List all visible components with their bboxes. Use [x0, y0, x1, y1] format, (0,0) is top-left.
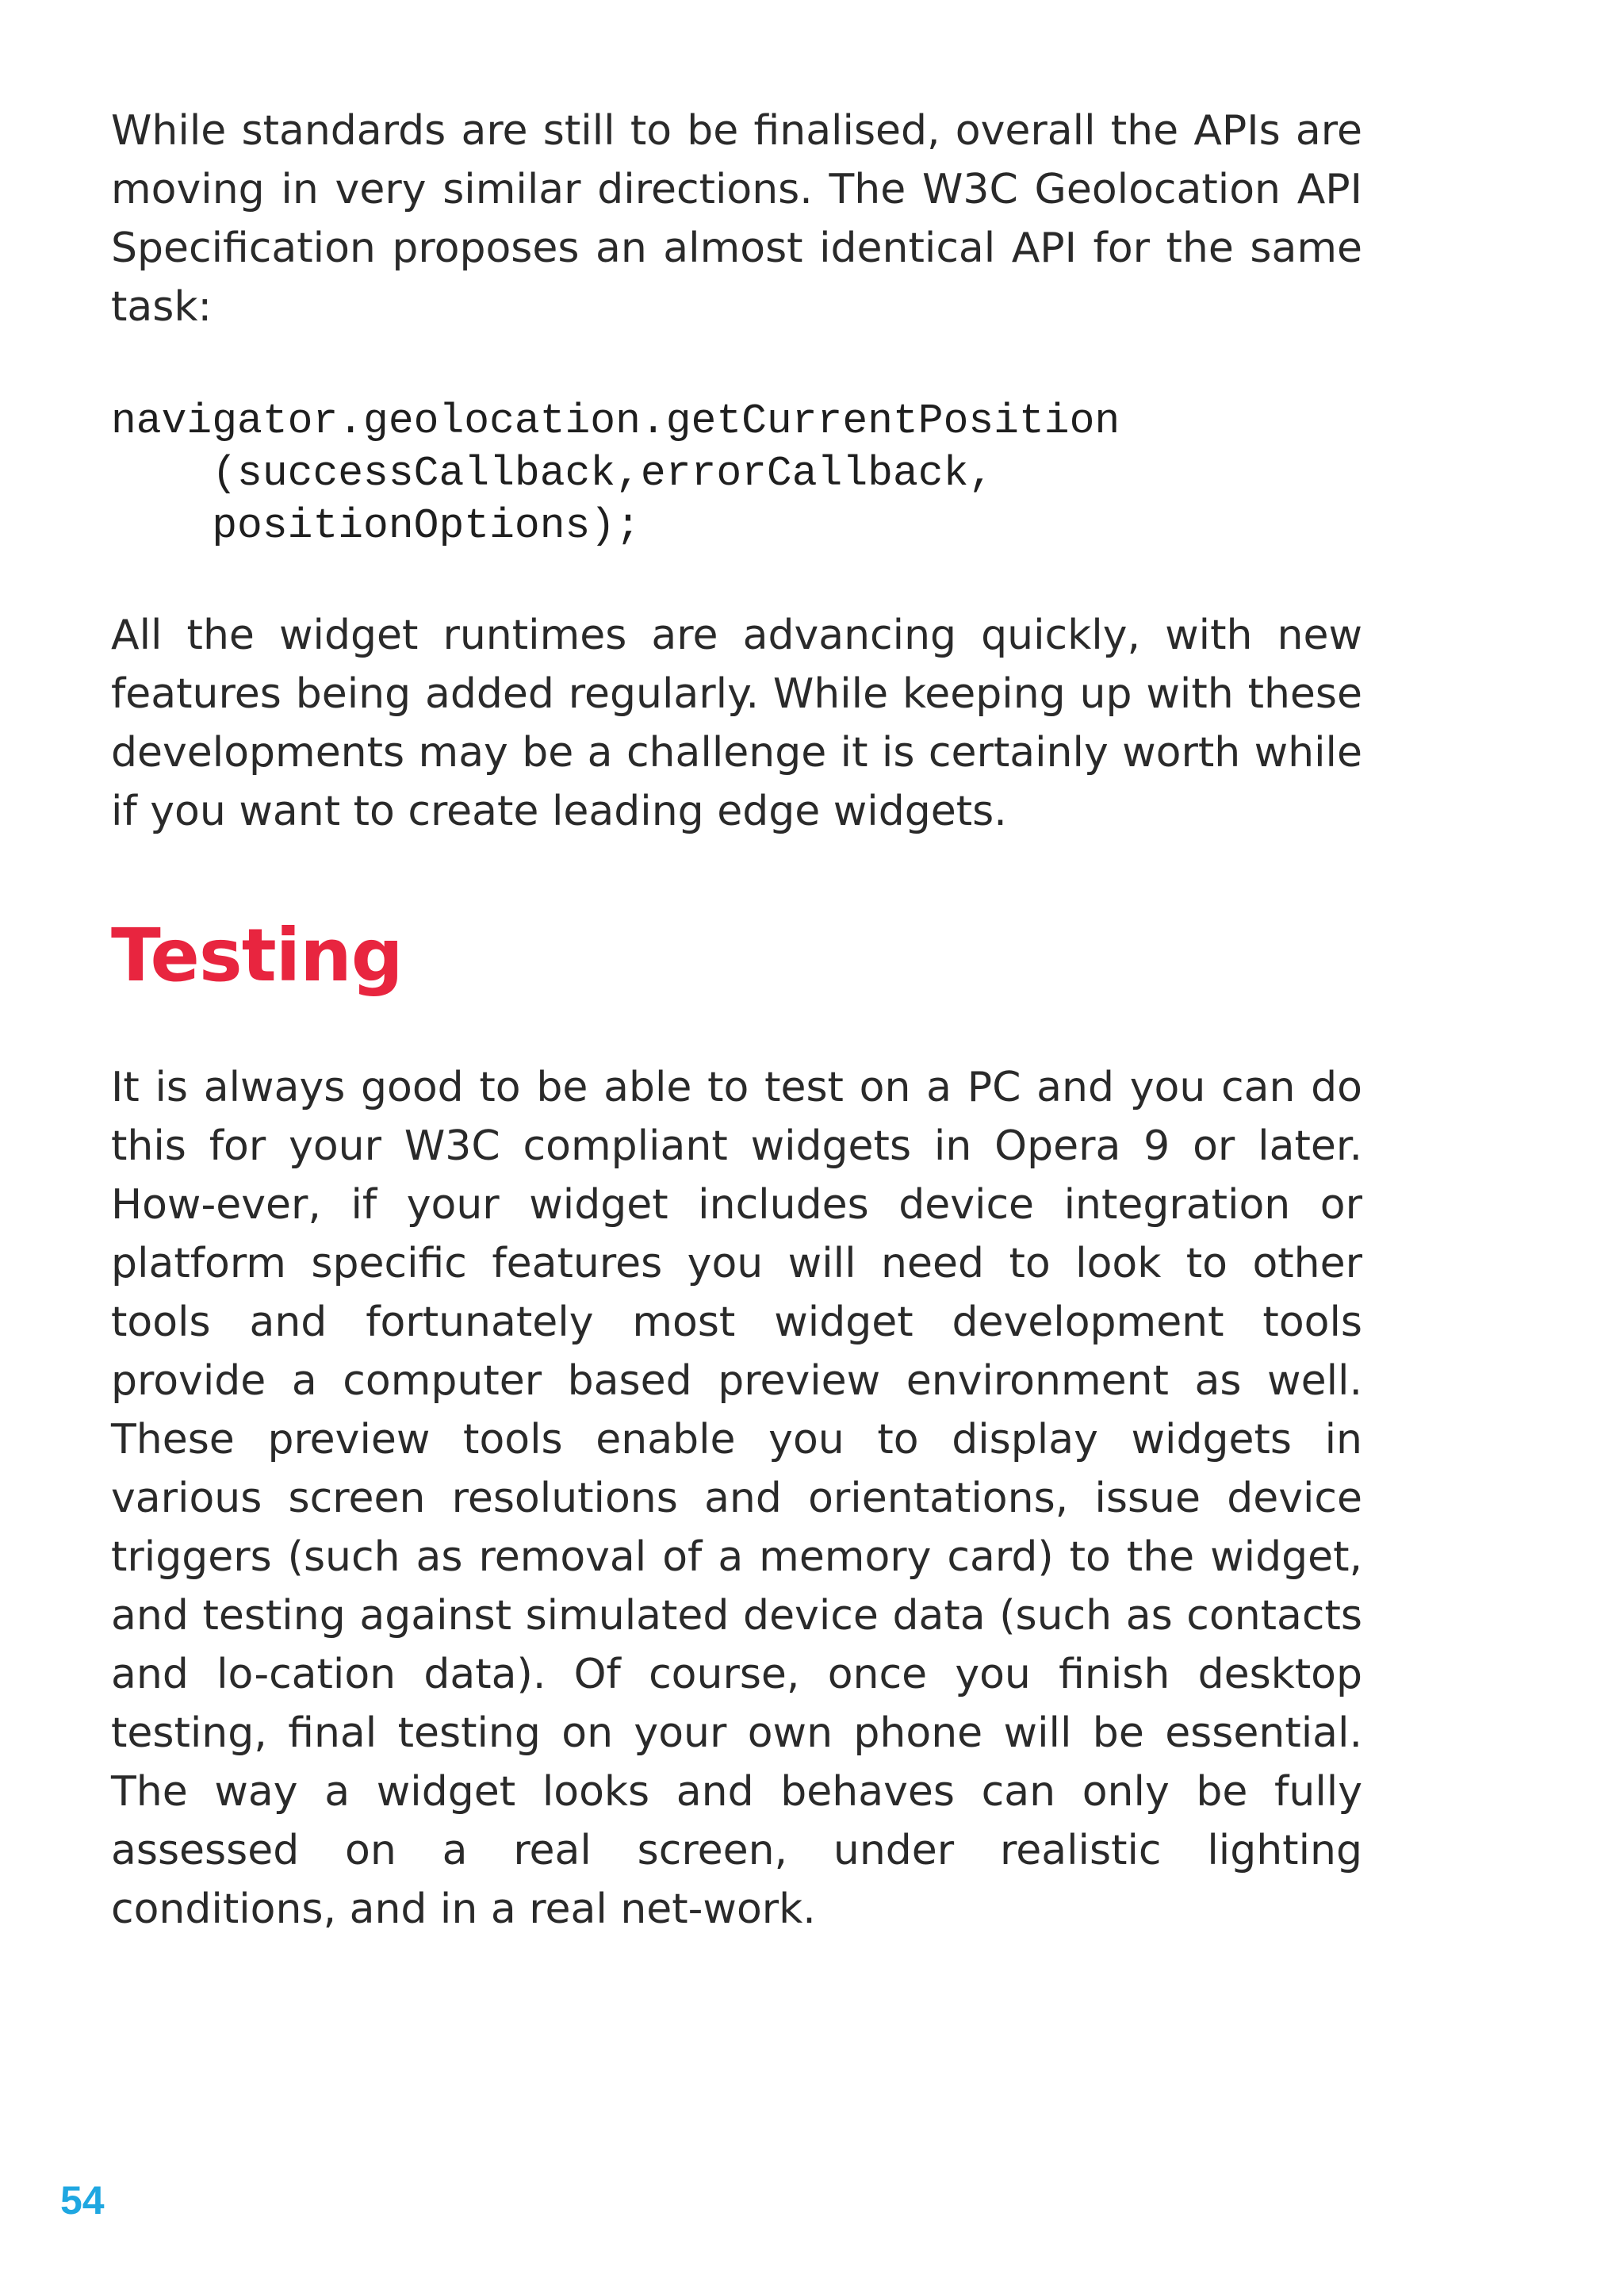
runtimes-paragraph-block [111, 606, 1362, 841]
section-heading-block [111, 912, 1362, 999]
section-heading-testing: Testing [111, 913, 403, 998]
code-block [111, 395, 1362, 552]
testing-paragraph: It is always good to be able to test on a PC and you can do this for your W3C compliant widgets in Opera 9 or later. How-ever, if your widget includes device integration or platform specific features you will need to look to other tools and fortunately most widget development tools provide a computer based preview environment as well. These preview tools enable you to display widgets in various screen resolutions and orientations, issue device triggers (such as removal of a memory card) to the widget, and testing against simulated device data (such as contacts and lo-cation data). Of course, once you finish desktop testing, final testing on your own phone will be essential. The way a widget looks and behaves can only be fully assessed on a real screen, under realistic lighting conditions, and in a real net-work. [111, 1064, 1362, 1933]
intro-paragraph: While standards are still to be finalised, overall the APIs are moving in very similar directions. The W3C Geolocation API Specification proposes an almost identical API for the same task: [111, 107, 1362, 331]
code-line-1: navigator.geolocation.getCurrentPosition [111, 397, 1120, 445]
code-line-3: positionOptions); [111, 502, 641, 550]
page-number: 54 [60, 2178, 105, 2223]
testing-paragraph-block [111, 1058, 1362, 1939]
code-line-2: (successCallback,errorCallback, [111, 450, 994, 497]
runtimes-paragraph: All the widget runtimes are advancing quickly, with new features being added regularly. While keeping up with these developments may be a challenge it is certainly worth while if you want to create leading edge widgets. [111, 612, 1362, 835]
intro-paragraph-block [111, 102, 1362, 336]
